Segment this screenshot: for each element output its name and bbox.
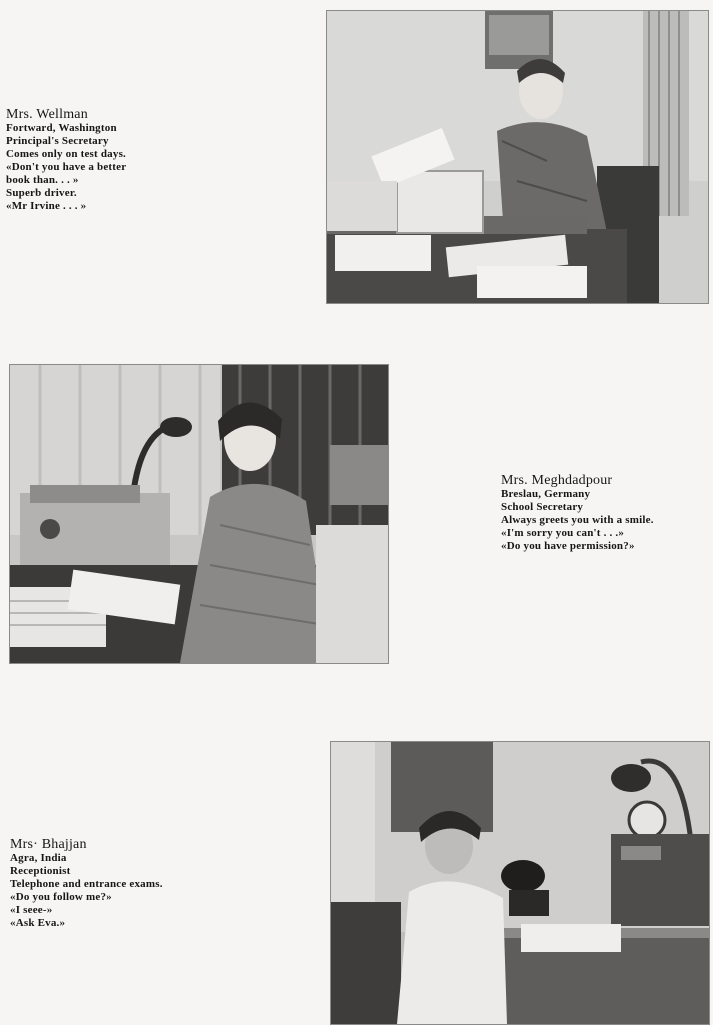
person-name: Mrs. Wellman <box>6 107 88 122</box>
photo-meghdadpour <box>9 364 389 664</box>
caption-line: Breslau, Germany <box>501 488 591 500</box>
caption-line: Principal's Secretary <box>6 135 109 147</box>
caption-bhajjan <box>10 838 163 930</box>
photo-bhajjan <box>330 741 710 1025</box>
caption-line: «Do you follow me?» <box>10 891 112 903</box>
caption-line: Agra, India <box>10 852 67 864</box>
caption-line: Receptionist <box>10 865 71 877</box>
caption-line: School Secretary <box>501 501 584 513</box>
caption-wellman <box>6 108 126 213</box>
caption-line: «Don't you have a better <box>6 161 127 173</box>
caption-line: Always greets you with a smile. <box>501 514 654 526</box>
caption-meghdadpour <box>501 474 654 553</box>
caption-line: Comes only on test days. <box>6 148 126 160</box>
caption-line: book than. . . » <box>6 174 79 186</box>
caption-line: «I seee-» <box>10 904 53 916</box>
person-name: Mrs. Meghdadpour <box>501 473 613 488</box>
photo-wellman <box>326 10 709 304</box>
caption-line: «Ask Eva.» <box>10 917 66 929</box>
caption-line: Superb driver. <box>6 187 77 199</box>
caption-line: Telephone and entrance exams. <box>10 878 163 890</box>
caption-line: «Do you have permission?» <box>501 540 635 552</box>
caption-line: «I'm sorry you can't . . .» <box>501 527 625 539</box>
caption-line: «Mr Irvine . . . » <box>6 200 87 212</box>
caption-line: Fortward, Washington <box>6 122 117 134</box>
person-name: Mrs· Bhajjan <box>10 837 87 852</box>
